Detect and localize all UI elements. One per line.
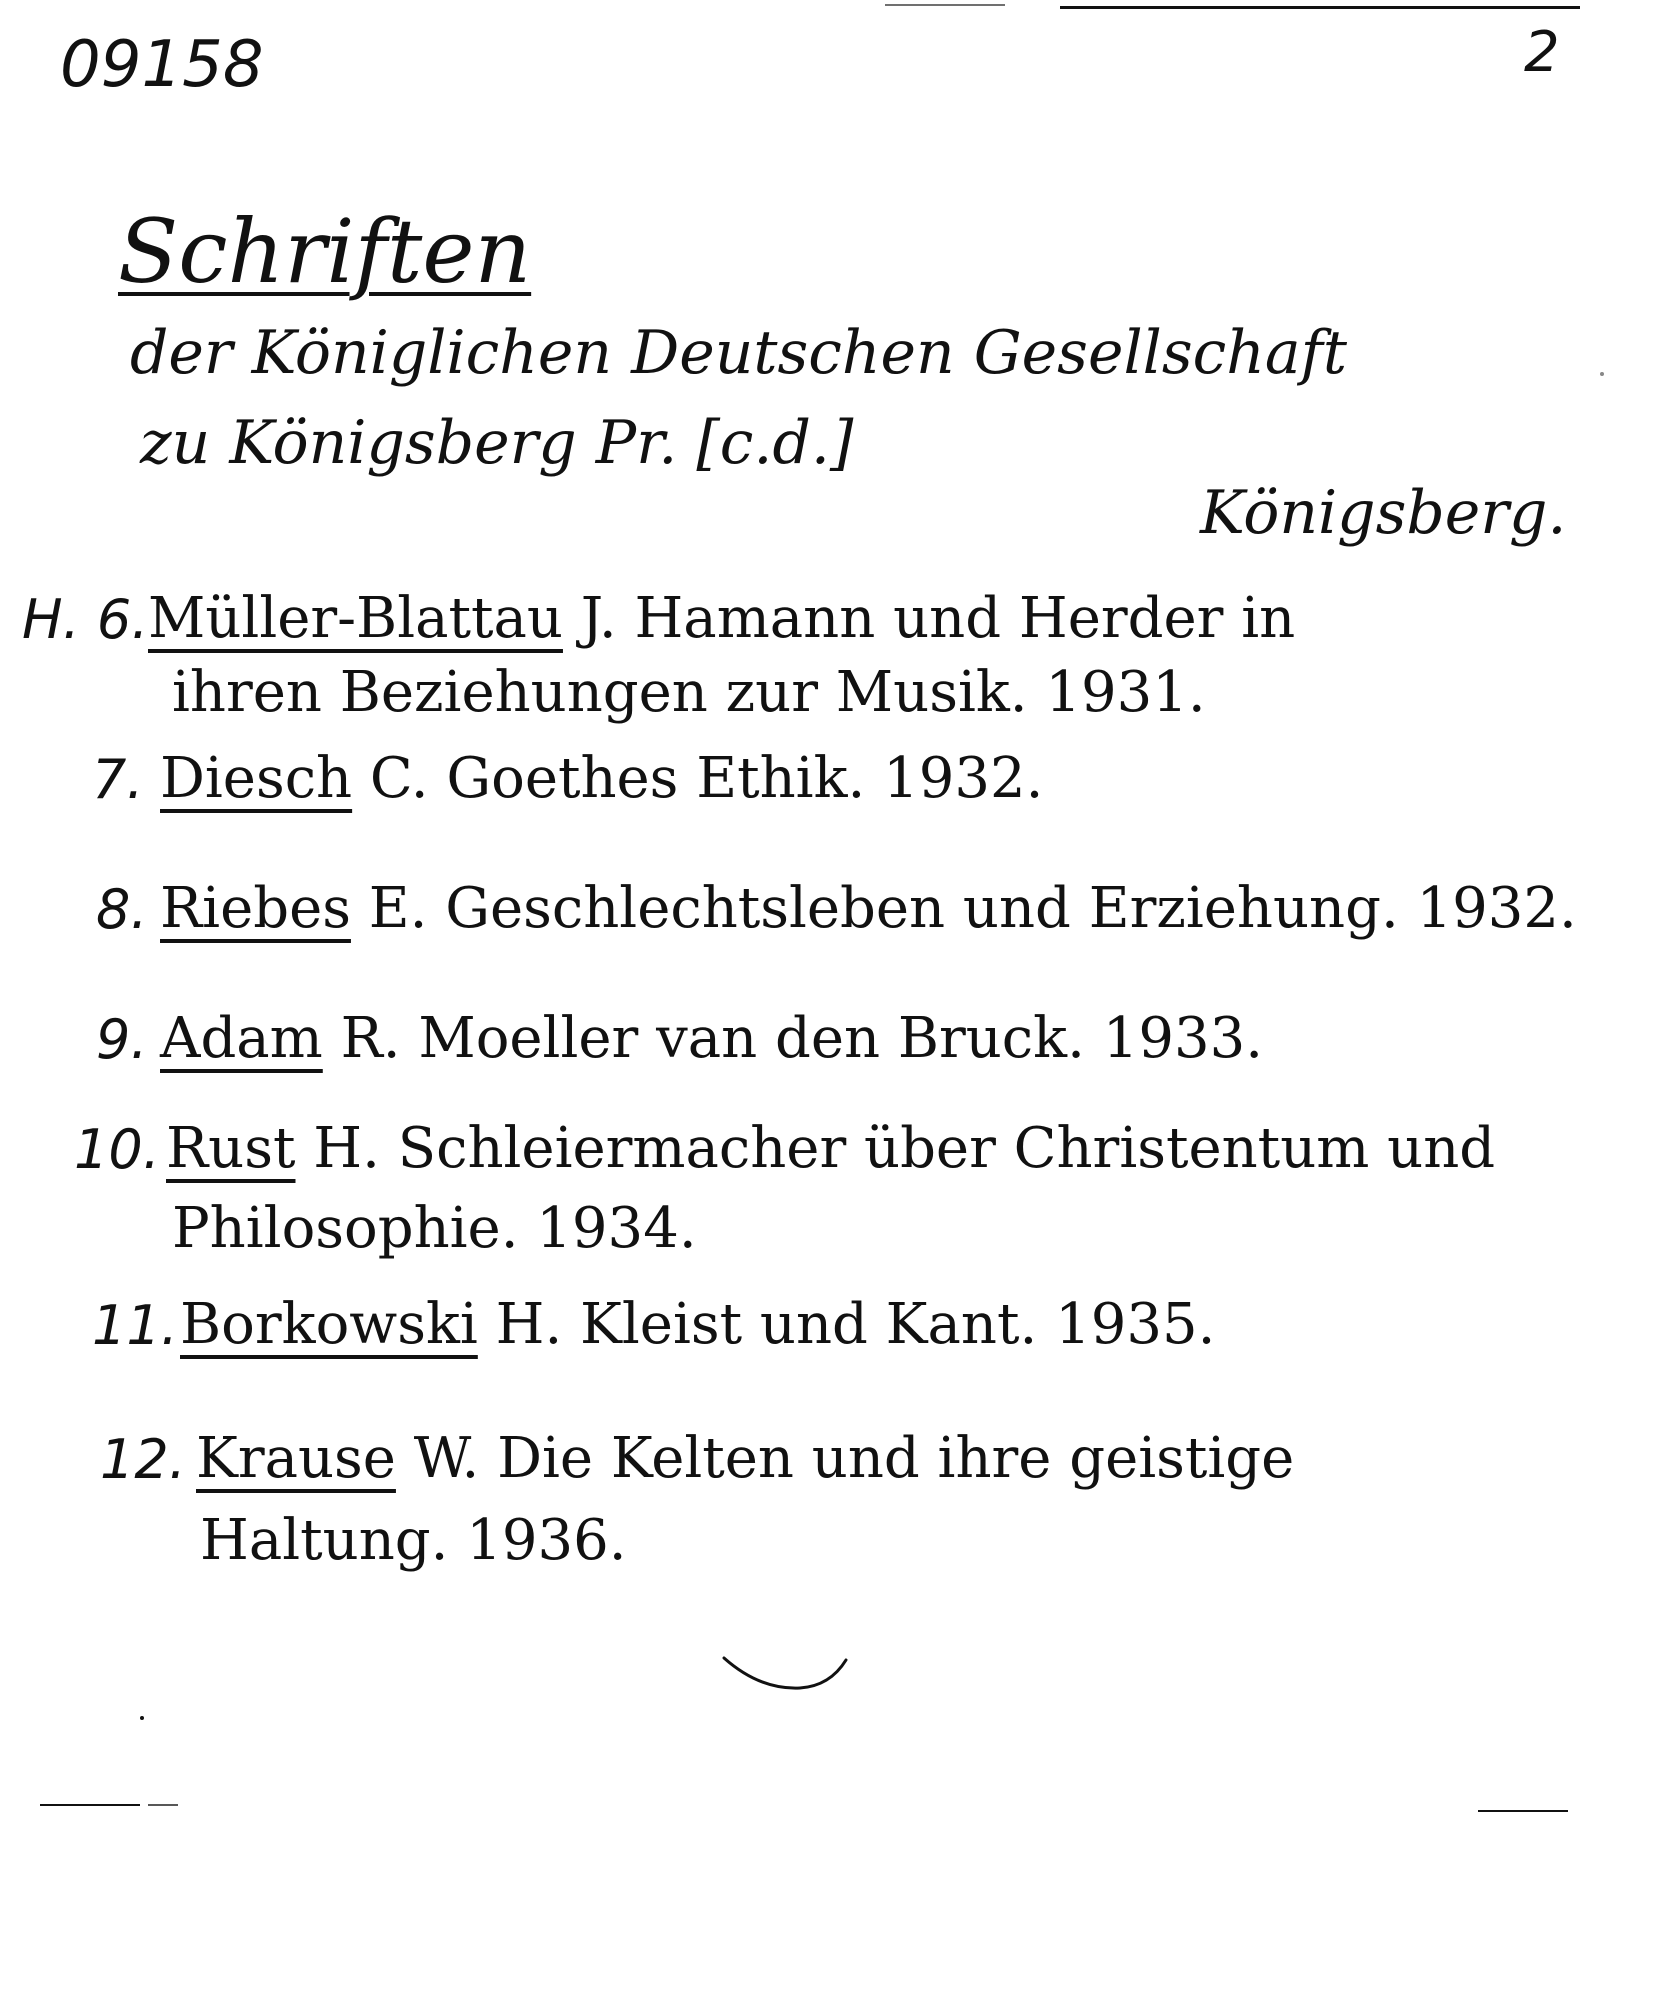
entry-title: C. Goethes Ethik. 1932. <box>352 746 1044 811</box>
entry-number: 7. <box>92 748 144 811</box>
entry-title: W. Die Kelten und ihre geistige <box>395 1426 1295 1491</box>
entry-title: H. Schleiermacher über Christentum und <box>295 1116 1496 1181</box>
entry-number: 9. <box>96 1008 148 1071</box>
entry-line <box>160 1006 1263 1071</box>
entry-number: 10. <box>74 1118 160 1181</box>
entry-author: Diesch <box>160 746 353 811</box>
end-curve-mark <box>720 1650 850 1710</box>
entry-continuation: Philosophie. 1934. <box>172 1196 697 1261</box>
top-edge-line <box>1060 6 1580 9</box>
entry-author: Krause <box>196 1426 396 1491</box>
entry-line <box>148 586 1295 651</box>
entry-number: 12. <box>100 1428 186 1491</box>
entry-continuation: ihren Beziehungen zur Musik. 1931. <box>172 660 1206 725</box>
entry-line <box>160 746 1043 811</box>
entry-author: Riebes <box>160 876 351 941</box>
entry-number: 8. <box>96 878 148 941</box>
entry-title: H. Kleist und Kant. 1935. <box>477 1292 1216 1357</box>
entry-author: Adam <box>160 1006 323 1071</box>
speck <box>140 1716 144 1720</box>
series-line-1: der Königlichen Deutschen Gesellschaft <box>130 318 1347 388</box>
page-number: 2 <box>1524 20 1560 85</box>
entry-number: H. 6. <box>22 588 149 651</box>
bottom-right-mark <box>1478 1810 1568 1812</box>
entry-line <box>196 1426 1294 1491</box>
entry-author: Rust <box>166 1116 296 1181</box>
entry-author: Borkowski <box>180 1292 478 1357</box>
catalog-number: 09158 <box>60 28 264 102</box>
entry-line <box>180 1292 1215 1357</box>
series-line-2: zu Königsberg Pr. [c.d.] <box>140 408 854 478</box>
speck <box>1600 372 1604 376</box>
bottom-left-mark <box>40 1804 140 1806</box>
entry-line <box>160 876 1577 941</box>
entry-title: J. Hamann und Herder in <box>562 586 1296 651</box>
entry-number: 11. <box>92 1294 178 1357</box>
entry-author: Müller-Blattau <box>148 586 563 651</box>
bottom-left-mark <box>148 1804 178 1806</box>
entry-line <box>166 1116 1495 1181</box>
place-of-publication: Königsberg. <box>1200 478 1567 548</box>
top-edge-mark <box>885 4 1005 6</box>
entry-continuation: Haltung. 1936. <box>200 1508 627 1573</box>
entry-title: R. Moeller van den Bruck. 1933. <box>322 1006 1264 1071</box>
entry-title: E. Geschlechtsleben und Erziehung. 1932. <box>350 876 1577 941</box>
series-title: Schriften <box>118 200 532 303</box>
